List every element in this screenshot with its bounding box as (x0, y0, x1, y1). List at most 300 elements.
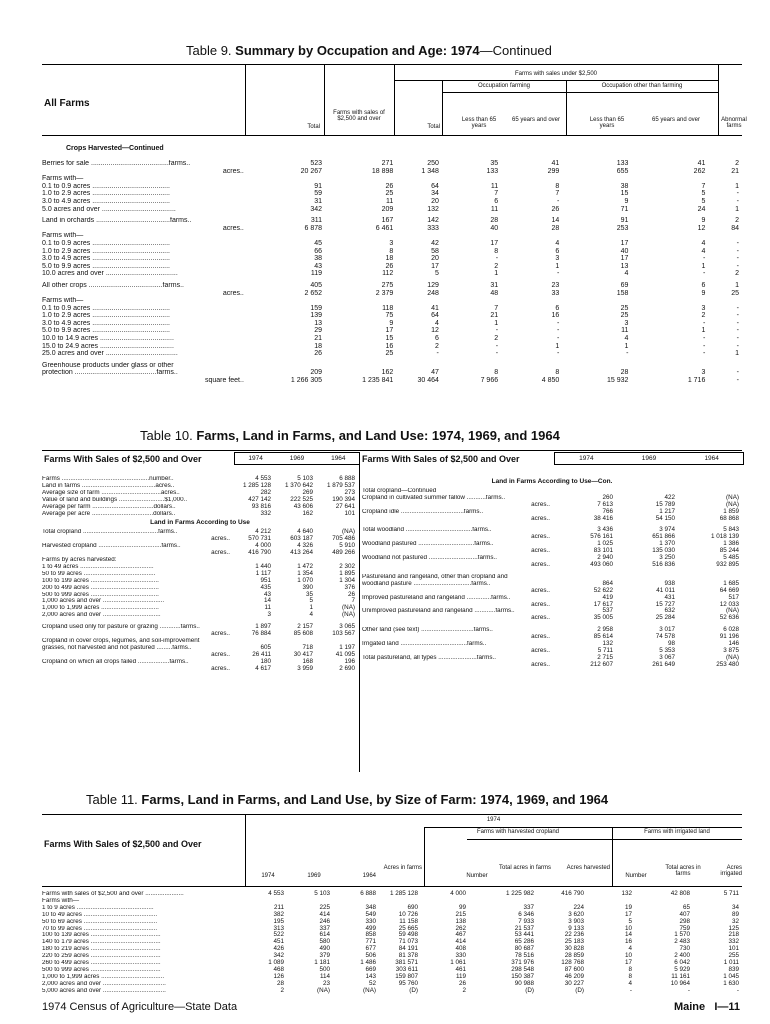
row-value: 1 266 305 (290, 377, 323, 385)
row-value: 2 715 (597, 653, 613, 661)
row-label: Cropland used only for pasture or grazing ............farms.. (42, 624, 200, 631)
row-value: 2 (735, 217, 739, 225)
row-value: 576 161 (590, 533, 613, 541)
row-value: 74 578 (655, 633, 675, 641)
table10-right-row (362, 548, 742, 555)
row-value: 40 (490, 224, 499, 232)
row-value: 4 (701, 247, 706, 255)
row-value: 467 (455, 931, 466, 939)
table10-right-row (362, 655, 742, 662)
row-value: 15 789 (655, 500, 675, 508)
row-value: 414 (455, 938, 466, 946)
row-value: 2 483 (674, 938, 690, 946)
row-value: 143 (365, 972, 376, 980)
row-label: 3.0 to 4.9 acres ........................................ (42, 319, 170, 327)
table10-right-row (362, 541, 742, 548)
row-value: 4 (309, 611, 313, 619)
row-value: 17 (620, 255, 629, 263)
row-value: - (736, 255, 739, 263)
row-value: 84 (731, 224, 739, 232)
row-label: acres.. (531, 560, 550, 568)
row-value: 1 879 537 (326, 481, 355, 489)
row-value: 224 (573, 903, 584, 911)
table10-right-row (362, 615, 742, 622)
row-value: 52 (368, 979, 376, 987)
row-value: 1 630 (723, 979, 739, 987)
row-value (501, 175, 562, 183)
row-value: 98 (667, 640, 675, 648)
row-value: 41 (551, 160, 560, 167)
row-value: 5 (434, 270, 439, 278)
row-value: - (703, 350, 706, 358)
row-value: 30 828 (564, 945, 584, 953)
row-label: 180 to 219 acres ........................................ (42, 946, 161, 953)
table9-row (42, 270, 742, 278)
table10-right-row (362, 641, 742, 648)
row-value: 21 (731, 167, 739, 175)
row-label: 50 to 99 acres ......................................... (42, 570, 156, 577)
row-value: 330 (455, 952, 466, 960)
row-label: 260 to 499 acres ........................................ (42, 960, 161, 967)
row-value: 7 933 (518, 917, 534, 925)
row-value: - (736, 197, 739, 205)
row-value: 348 (365, 903, 376, 911)
row-value: 3 436 (597, 526, 613, 534)
row-value: 603 187 (290, 535, 313, 543)
row-label: acres.. (222, 167, 244, 175)
row-label: Farms ..................................................number.. (42, 476, 174, 482)
row-value: 337 (319, 924, 330, 932)
row-value: 253 480 (716, 660, 739, 668)
row-value: 5 103 (297, 475, 313, 482)
row-label: 0.1 to 0.9 acres ........................................ (42, 304, 170, 312)
row-label: 100 to 199 acres ....................................... (42, 577, 159, 584)
row-value: 333 (427, 224, 439, 232)
table10-right-row (362, 608, 742, 615)
row-value: 35 005 (593, 614, 613, 622)
row-value: - (736, 262, 739, 270)
row-value: 128 768 (561, 959, 584, 967)
row-value: 47 (431, 369, 439, 377)
row-value: 215 (455, 910, 466, 918)
row-value: 20 (431, 197, 439, 205)
row-value: 405 (310, 281, 323, 289)
table10-right-row (362, 662, 742, 669)
table10-right-row (362, 516, 742, 523)
row-label: square feet.. (204, 377, 244, 385)
row-label: 220 to 259 acres ........................................ (42, 953, 161, 960)
row-value: 11 (621, 327, 629, 335)
row-label: Unimproved pastureland and rangeland ............farms.. (362, 608, 515, 615)
table9-row (42, 369, 742, 377)
row-value: 10 726 (398, 910, 418, 918)
row-label: 15.0 to 24.9 acres ...................................... (42, 342, 174, 350)
table10-right-row (362, 562, 742, 569)
table9-stub-head: All Farms (44, 98, 90, 109)
row-value: 91 (620, 217, 629, 225)
table9-row (42, 377, 742, 385)
row-value: 209 (381, 205, 394, 213)
row-value: 64 669 (719, 586, 739, 594)
row-value: 132 (621, 890, 632, 897)
row-value: 271 (381, 160, 394, 167)
table9-row (42, 225, 742, 233)
row-value: 255 (728, 952, 739, 960)
row-value: 7 (701, 182, 706, 190)
row-value: 41 011 (656, 586, 675, 594)
row-value: (D) (575, 986, 584, 994)
row-label: 2,000 acres and over ................................. (42, 612, 161, 619)
row-value: 125 (728, 924, 739, 932)
row-value: 342 (273, 952, 284, 960)
row-value: 91 (314, 182, 323, 190)
row-value: 45 (314, 239, 323, 247)
row-value: 209 (310, 369, 323, 377)
row-value: 119 (455, 972, 466, 980)
row-value: - (495, 350, 499, 358)
row-value: 6 (555, 304, 560, 312)
row-label: Greenhouse products under glass or other (42, 361, 174, 369)
row-value: - (556, 270, 560, 278)
row-value: 12 (431, 327, 439, 335)
row-value: 1 089 (268, 959, 284, 967)
row-value: 299 (547, 167, 560, 175)
table11-row (42, 939, 742, 946)
row-value: 262 (693, 167, 706, 175)
row-value: 2 958 (597, 626, 613, 634)
row-value: 500 (319, 965, 330, 973)
row-value: 10 (624, 924, 632, 932)
row-value (325, 175, 396, 183)
table10-right-row (362, 509, 742, 516)
table10-right-row (362, 502, 742, 509)
row-value: 25 (620, 304, 629, 312)
table10-right-row (362, 588, 742, 595)
table9-row (42, 160, 742, 168)
row-value: 25 284 (655, 614, 675, 622)
row-value: 262 (455, 924, 466, 932)
row-value: 938 (664, 579, 675, 587)
row-value: 8 (628, 965, 632, 973)
row-value: 180 (260, 657, 271, 665)
table10-right-row (362, 595, 742, 602)
row-value: 3 017 (659, 626, 675, 634)
row-label: acres.. (531, 514, 550, 522)
table9-row (42, 327, 742, 335)
table11-row (42, 932, 742, 939)
row-value: 75 (385, 312, 394, 320)
row-value: 9 (701, 217, 706, 225)
row-value: 11 (264, 604, 271, 612)
table10-right-row (362, 627, 742, 634)
table10-right-row (362, 574, 742, 581)
row-value: 142 (427, 217, 439, 225)
row-label: Cropland on which all crops failed ..................farms.. (42, 658, 189, 665)
row-value: 52 636 (719, 614, 739, 622)
row-value: 28 (490, 217, 499, 225)
table10-right-row (362, 495, 742, 502)
row-label: 100 to 139 acres ........................................ (42, 932, 161, 939)
row-value: 18 (385, 255, 394, 263)
row-value: 30 464 (417, 377, 439, 385)
row-value: 1 117 (255, 569, 271, 577)
row-value: 132 (602, 640, 613, 648)
row-value: 159 807 (395, 972, 418, 980)
row-value: 84 191 (398, 945, 418, 953)
row-label: 5,000 acres and over .................................... (42, 987, 166, 994)
row-label: Farms by acres harvested: (42, 556, 117, 563)
row-value: 1 (494, 270, 499, 278)
row-value: 43 (314, 262, 323, 270)
row-value: 1 (624, 342, 629, 350)
row-value: 390 (302, 583, 313, 591)
row-label: Average per acre ...................................dollars.. (42, 510, 176, 517)
row-value: 4 (701, 239, 706, 247)
row-value: 41 (431, 304, 439, 312)
row-value: 468 (273, 965, 284, 973)
row-value: 133 (616, 160, 629, 167)
row-value: - (703, 335, 706, 343)
row-value: 269 (302, 488, 313, 496)
row-value: 1 225 982 (505, 890, 534, 897)
row-label: acres.. (531, 547, 550, 555)
row-value: 65 286 (514, 938, 534, 946)
row-value: 168 (302, 657, 313, 665)
row-value: - (556, 335, 560, 343)
row-value (442, 232, 501, 240)
row-value: 493 060 (590, 560, 613, 568)
row-value: 6 (494, 197, 499, 205)
row-value: 6 461 (375, 224, 394, 232)
row-value: 1 859 (723, 507, 739, 515)
row-label: 1,000 acres and over ................................... (42, 598, 165, 605)
row-value: 5 485 (723, 554, 739, 562)
row-value (248, 175, 325, 183)
row-value: 499 (365, 924, 376, 932)
row-value: 1 285 128 (389, 890, 418, 897)
row-value: 3 (267, 611, 271, 619)
row-value: 2 (494, 262, 499, 270)
row-value: 332 (728, 938, 739, 946)
row-value: 1 472 (297, 562, 313, 570)
row-value: 1 (555, 262, 560, 270)
row-label: acres.. (211, 630, 230, 638)
row-value: 133 (486, 167, 499, 175)
row-label: Other land (see text) ..............................farms.. (362, 627, 493, 634)
row-value: 1 (701, 262, 706, 270)
row-value: 1 440 (255, 562, 271, 570)
row-value: 76 884 (251, 630, 271, 638)
row-value: (NA) (342, 611, 355, 619)
row-value: 10 964 (670, 979, 690, 987)
row-value (631, 362, 708, 370)
table9-title: Table 9. Summary by Occupation and Age: 1974—Continued (186, 43, 552, 58)
row-label: All other crops ......................................farms.. (42, 281, 184, 289)
row-value: 7 (494, 304, 499, 312)
row-value: 119 (310, 270, 323, 278)
row-value: 69 (620, 281, 629, 289)
row-value (396, 362, 442, 370)
table11-row (42, 912, 742, 919)
row-value: 8 (494, 247, 499, 255)
row-value: 85 244 (719, 547, 739, 555)
row-value: 718 (302, 643, 313, 651)
row-value: 3 250 (659, 554, 675, 562)
row-label: Cropland idle ....................................farms.. (362, 508, 484, 515)
row-value (396, 297, 442, 305)
table10-title: Table 10. Farms, Land in Farms, and Land Use: 1974, 1969, and 1964 (140, 428, 560, 443)
row-value: 26 (458, 979, 466, 987)
row-value: 78 516 (514, 952, 534, 960)
row-value: 195 (273, 917, 284, 925)
row-value: 15 (385, 335, 394, 343)
row-label: grasses, not harvested and not pastured .........farms.. (42, 644, 192, 651)
row-value: (NA) (726, 493, 739, 501)
row-label: protection ..........................................farms.. (42, 369, 178, 377)
row-value: - (495, 255, 499, 263)
row-value: 570 731 (248, 535, 271, 543)
row-value: - (495, 327, 499, 335)
table11-row (42, 953, 742, 960)
row-value: 839 (728, 965, 739, 973)
row-label: Farms with sales of $2,500 and over ...................... (42, 891, 184, 897)
row-value: 29 (314, 327, 323, 335)
row-label: acres.. (531, 660, 550, 668)
row-value: 15 727 (655, 600, 675, 608)
row-value: 41 095 (335, 650, 355, 658)
row-value: 951 (260, 576, 271, 584)
row-value: 5 (701, 197, 706, 205)
table11-row (42, 898, 742, 905)
row-value: 2 (280, 986, 284, 994)
row-label: 1.0 to 2.9 acres ........................................ (42, 190, 170, 198)
row-value: 159 (310, 304, 323, 312)
row-value: 2 400 (674, 952, 690, 960)
row-label: acres.. (531, 614, 550, 622)
row-value: 4 850 (541, 377, 560, 385)
row-value: 35 (305, 590, 313, 598)
row-value: 26 (385, 262, 394, 270)
row-value: 330 (365, 917, 376, 925)
table11-row (42, 960, 742, 967)
row-value: 34 (731, 903, 739, 911)
row-label: acres.. (222, 224, 244, 232)
table9-section: Crops Harvested—Continued (66, 145, 164, 152)
table11-row (42, 974, 742, 981)
row-value: 6 888 (339, 475, 355, 482)
table11-row (42, 967, 742, 974)
row-value: 99 (458, 903, 466, 911)
table10-right-section: Land in Farms According to Use—Con. (491, 478, 613, 485)
row-value: - (736, 319, 739, 327)
table9-header: Total Farms with sales of $2,500 and over Farms with sales under $2,500 Total Occupation farming Occupation other than farming Less than 65 years 65 years and over Less than 65 years 65 years and over Abnormal farms (42, 64, 742, 136)
row-value: 3 875 (723, 646, 739, 654)
row-label: 5.0 to 9.9 acres ........................................ (42, 327, 170, 335)
row-label: Cropland in cultivated summer fallow ...........farms.. (362, 494, 506, 501)
row-value: 83 101 (593, 547, 613, 555)
row-value: 605 (260, 643, 271, 651)
row-value: 2 (735, 270, 739, 278)
row-value: 690 (407, 903, 418, 911)
row-value: 11 (490, 182, 499, 190)
row-value: 517 (728, 593, 739, 601)
table9-row (42, 335, 742, 343)
table9-row (42, 190, 742, 198)
row-value: 523 (310, 160, 323, 167)
row-value: 313 (273, 924, 284, 932)
footer-left: 1974 Census of Agriculture—State Data (42, 1001, 238, 1013)
row-value (396, 175, 442, 183)
row-value: 273 (344, 488, 355, 496)
row-value: 28 (620, 369, 629, 377)
row-value: 549 (365, 910, 376, 918)
row-value: 158 (616, 289, 629, 297)
row-value (708, 175, 742, 183)
row-label: Total pastureland, all types ......................farms.. (362, 654, 497, 661)
row-value: 1 304 (339, 576, 355, 584)
row-label: acres.. (531, 633, 550, 641)
row-value: 261 649 (652, 660, 675, 668)
row-value: 5 (309, 597, 313, 605)
row-value: 146 (728, 640, 739, 648)
row-value: 382 (273, 910, 284, 918)
row-value: 5 711 (597, 646, 613, 654)
row-value: 90 988 (514, 979, 534, 987)
row-value: 506 (365, 952, 376, 960)
row-value: 2 940 (597, 554, 613, 562)
row-label: acres.. (531, 500, 550, 508)
table11-row (42, 919, 742, 926)
table10-right-row (362, 602, 742, 609)
row-value: 18 (314, 342, 323, 350)
row-value: 416 790 (561, 890, 584, 897)
row-value: - (703, 270, 706, 278)
row-value: 25 (731, 289, 739, 297)
row-value: 4 212 (255, 528, 271, 536)
row-label: 1 to 9 acres ............................................ (42, 904, 154, 911)
row-value: 32 (731, 917, 739, 925)
row-value: 332 (260, 509, 271, 517)
row-value: 3 959 (297, 664, 313, 672)
row-value (708, 362, 742, 370)
table10-right-row (362, 634, 742, 641)
row-label: acres.. (531, 646, 550, 654)
row-label: Farms with— (42, 232, 84, 240)
row-value: - (703, 255, 706, 263)
row-value: (NA) (363, 986, 376, 994)
row-value (562, 297, 631, 305)
row-value: 6 878 (304, 224, 323, 232)
row-value: 3 (389, 239, 394, 247)
row-value: 2 (494, 335, 499, 343)
row-value: 34 (431, 190, 439, 198)
row-value: 196 (344, 657, 355, 665)
row-value: 522 (273, 931, 284, 939)
row-value: 13 (620, 262, 629, 270)
row-value: 16 (385, 342, 394, 350)
row-label: Farms with— (42, 175, 84, 183)
row-value: 3 (624, 319, 629, 327)
row-value: - (556, 350, 560, 358)
row-value: 298 548 (511, 965, 534, 973)
row-value: 4 (628, 979, 632, 987)
row-value: 15 932 (607, 377, 629, 385)
row-label: acres.. (531, 533, 550, 541)
row-value: 17 (431, 262, 439, 270)
row-value: 12 033 (719, 600, 739, 608)
row-value: 3 (701, 304, 706, 312)
row-value: 1 897 (255, 623, 271, 631)
